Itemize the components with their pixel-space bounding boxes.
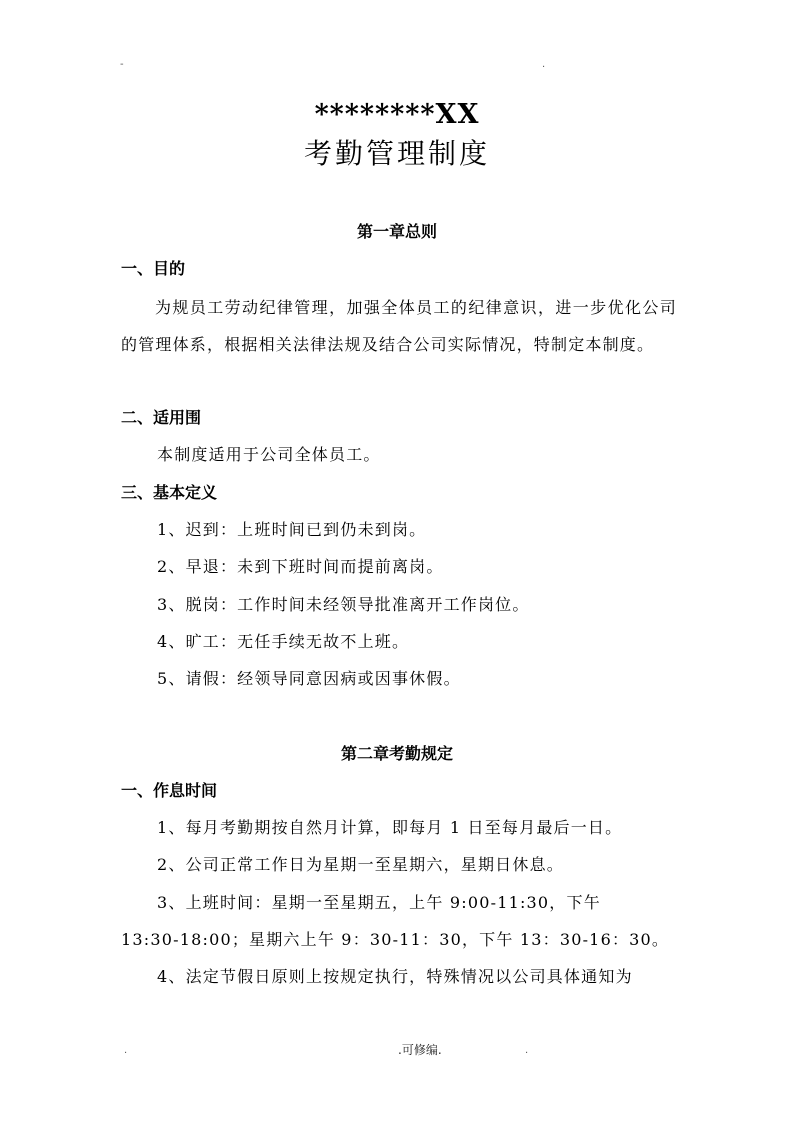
- section-heading-purpose: 一、目的: [121, 259, 186, 278]
- paragraph-scope: 本制度适用于公司全体员工。: [157, 445, 381, 464]
- header-mark-right: .: [542, 59, 546, 70]
- chapter-2-title: 第二章考勤规定: [340, 744, 453, 763]
- rule-item: 4、法定节假日原则上按规定执行，特殊情况以公司具体通知为: [157, 967, 633, 986]
- footer-mark-left: .: [124, 1045, 128, 1056]
- section-heading-definitions: 三、基本定义: [121, 483, 218, 502]
- footer-editable-note: .可修编.: [398, 1043, 442, 1057]
- definition-item: 1、迟到：上班时间已到仍未到岗。: [157, 520, 427, 539]
- rule-item: 2、公司正常工作日为星期一至星期六，星期日休息。: [157, 855, 564, 874]
- definition-item: 3、脱岗：工作时间未经领导批准离开工作岗位。: [157, 595, 530, 614]
- chapter-1-title: 第一章总则: [356, 222, 437, 241]
- paragraph-purpose: 为规员工劳动纪律管理，加强全体员工的纪律意识，进一步优化公司的管理体系，根据相关法律法规及结合公司实际情况，特制定本制度。: [121, 298, 677, 354]
- footer-mark-right: .: [525, 1045, 529, 1056]
- document-title: 考勤管理制度: [303, 137, 490, 170]
- header-mark-left: -: [120, 59, 124, 70]
- section-heading-work-hours: 一、作息时间: [121, 781, 218, 800]
- definition-item: 5、请假：经领导同意因病或因事休假。: [157, 669, 461, 688]
- document-title-company: ********XX: [314, 99, 480, 130]
- section-heading-scope: 二、适用围: [121, 408, 202, 427]
- definition-item: 4、旷工：无任手续无故不上班。: [157, 632, 410, 651]
- definition-item: 2、早退：未到下班时间而提前离岗。: [157, 557, 444, 576]
- rule-item-continuation: 13:30-18:00；星期六上午 9：30-11：30，下午 13：30-16：30。: [121, 930, 670, 949]
- rule-item: 3、上班时间：星期一至星期五，上午 9:00-11:30，下午: [157, 893, 601, 912]
- rule-item: 1、每月考勤期按自然月计算，即每月 1 日至每月最后一日。: [157, 818, 623, 837]
